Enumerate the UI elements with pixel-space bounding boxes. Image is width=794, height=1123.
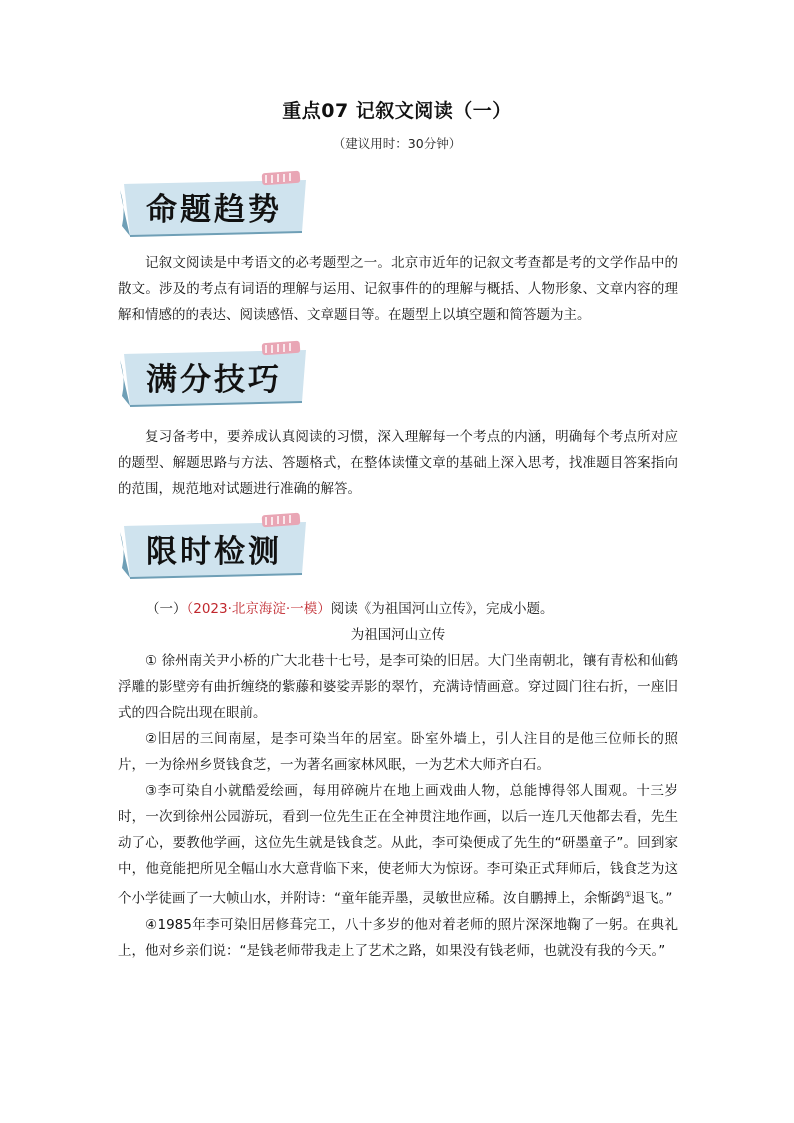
article-paragraph-1: ① 徐州南关尹小桥的广大北巷十七号，是李可染的旧居。大门坐南朝北，镶有青松和仙鹤浮雕的影壁旁有曲折缠绕的紫藤和婆娑弄影的翠竹，充满诗情画意。穿过圆门往右折，一座旧式的四合院出现在眼前。 [118, 653, 678, 721]
section-banner-skills [116, 340, 316, 412]
trend-paragraph [118, 250, 678, 328]
question-intro [118, 596, 678, 622]
section-heading-trend: 命题趋势 [146, 192, 282, 228]
article-paragraph-3-part-b: 退飞。” [631, 890, 673, 907]
page-subtitle: （建议用时：30分钟） [332, 136, 462, 151]
section-heading-test: 限时检测 [146, 534, 282, 570]
article-title: 为祖国河山立传 [350, 627, 446, 643]
article-paragraph-3 [118, 778, 678, 912]
article-paragraph-3-part-a: ③李可染自小就酷爱绘画，每用碎碗片在地上画戏曲人物，总能博得邻人围观。十三岁时，一次到徐州公园游玩，看到一位先生正在全神贯注地作画，以后一连几天他都去看，先生动了心，要教他学画，这位先生就是钱食芝。从此，李可染便成了先生的“研墨童子”。回到家中，他竟能把所见全幅山水大意背临下来，使老师大为惊讶。李可染正式拜师后，钱食芝为这个小学徒画了一大帧山水，并附诗：“童年能弄墨，灵敏世应稀。汝自鹏搏上，余惭鹢 [118, 783, 678, 907]
article-paragraph-4: ④1985年李可染旧居修葺完工，八十多岁的他对着老师的照片深深地鞠了一躬。在典礼上，他对乡亲们说：“是钱老师带我走上了艺术之路，如果没有钱老师，也就没有我的今天。” [118, 916, 678, 959]
section-banner-test [116, 512, 316, 584]
question-source: （2023·北京海淀·一模） [186, 601, 331, 617]
skills-paragraph [118, 424, 678, 502]
trend-text: 记叙文阅读是中考语文的必考题型之一。北京市近年的记叙文考查都是考的文学作品中的散文。涉及的考点有词语的理解与运用、记叙事件的的理解与概括、人物形象、文章内容的理解和情感的的表达、阅读感悟、文章题目等。在题型上以填空题和简答题为主。 [118, 255, 678, 323]
footnote-marker: ① [624, 890, 632, 899]
question-instruction: 阅读《为祖国河山立传》，完成小题。 [330, 601, 554, 617]
section-heading-skills: 满分技巧 [146, 362, 282, 398]
section-banner-trend [116, 170, 316, 242]
page-title: 重点07 记叙文阅读（一） [282, 100, 512, 122]
question-number: （一） [146, 601, 187, 617]
reading-passage [118, 596, 678, 964]
article-paragraph-2: ②旧居的三间南屋，是李可染当年的居室。卧室外墙上，引人注目的是他三位师长的照片，一为徐州乡贤钱食芝，一为著名画家林风眠，一为艺术大师齐白石。 [118, 731, 678, 773]
skills-text: 复习备考中，要养成认真阅读的习惯，深入理解每一个考点的内涵，明确每个考点所对应的题型、解题思路与方法、答题格式，在整体读懂文章的基础上深入思考，找准题目答案指向的范围，规范地对试题进行准确的解答。 [118, 429, 678, 497]
